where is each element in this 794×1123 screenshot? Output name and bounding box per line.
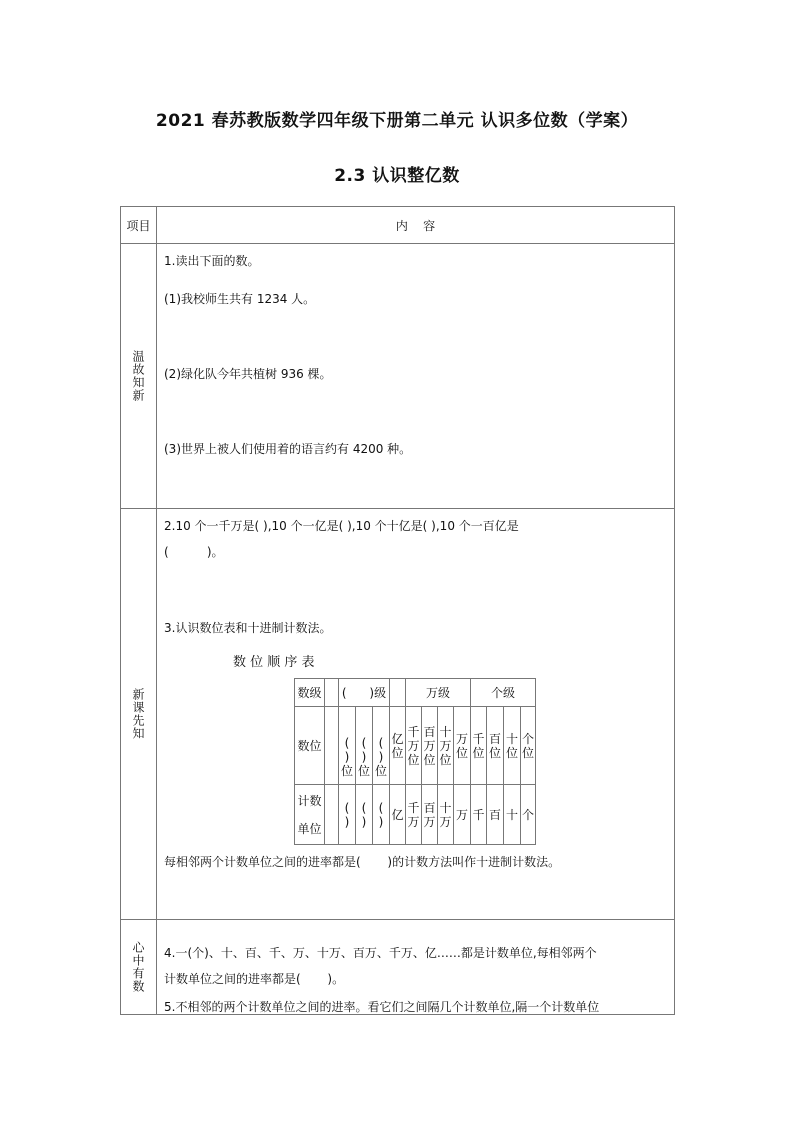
blank-place-2: ( ) 位: [356, 707, 373, 785]
place-shi: 十 位: [504, 707, 521, 785]
unit-qian: 千: [471, 785, 487, 845]
section-mind-content: [157, 920, 675, 1015]
place-bai: 百 位: [487, 707, 504, 785]
blank-place-1: ( ) 位: [339, 707, 356, 785]
header-item: 项目: [121, 207, 157, 244]
place-baiwan: 百 万 位: [422, 707, 438, 785]
worksheet-table: [120, 206, 675, 1015]
blank-unit-2: ( ): [356, 785, 373, 845]
section-label-new-cell: [121, 509, 157, 920]
unit-ge: 个: [521, 785, 536, 845]
place-qianwan: 千 万 位: [406, 707, 422, 785]
unit-shi: 十: [504, 785, 521, 845]
place-value-table: [294, 678, 536, 845]
place-wan: 万 位: [454, 707, 471, 785]
question-4-line1: 4.一(个)、十、百、千、万、十万、百万、千万、亿……都是计数单位,每相邻两个: [164, 946, 597, 960]
section-label-mind-cell: [121, 920, 157, 1015]
section-label-new: 新课先知: [131, 688, 145, 740]
row-label-level: 数级: [295, 679, 325, 707]
question-1: 1.读出下面的数。: [164, 254, 260, 268]
place-ge: 个 位: [521, 707, 536, 785]
question-5: 5.不相邻的两个计数单位之间的进率。看它们之间隔几个计数单位,隔一个计数单位: [164, 1000, 600, 1014]
section-review-content: [157, 244, 675, 509]
level-wan: 万级: [406, 679, 471, 707]
question-1c: (3)世界上被人们使用着的语言约有 4200 种。: [164, 442, 412, 456]
level-ge: 个级: [471, 679, 536, 707]
decimal-system-note: 每相邻两个计数单位之间的进率都是( )的计数方法叫作十进制计数法。: [164, 855, 561, 869]
blank-cell: [325, 679, 339, 707]
question-3: 3.认识数位表和十进制计数法。: [164, 621, 332, 635]
question-4-line2: 计数单位之间的进率都是( )。: [164, 972, 345, 986]
header-content: 内 容: [157, 207, 675, 244]
question-2-line1: 2.10 个一千万是( ),10 个一亿是( ),10 个十亿是( ),10 个一百亿是: [164, 519, 519, 533]
place-shiwan: 十 万 位: [438, 707, 454, 785]
row-label-unit: 计数 单位: [295, 785, 325, 845]
unit-wan: 万: [454, 785, 471, 845]
blank-unit-1: ( ): [339, 785, 356, 845]
question-1a: (1)我校师生共有 1234 人。: [164, 292, 316, 306]
blank-cell: [325, 785, 339, 845]
question-2-line2: ( )。: [164, 545, 224, 559]
unit-bai: 百: [487, 785, 504, 845]
unit-qianwan: 千 万: [406, 785, 422, 845]
document-title: 2021 春苏教版数学四年级下册第二单元 认识多位数（学案）: [155, 111, 639, 131]
unit-yi: 亿: [390, 785, 406, 845]
blank-place-3: ( ) 位: [373, 707, 390, 785]
level-yi: ( )级: [339, 679, 390, 707]
question-1b: (2)绿化队今年共植树 936 棵。: [164, 367, 332, 381]
lesson-subtitle: 2.3 认识整亿数: [334, 166, 460, 186]
blank-unit-3: ( ): [373, 785, 390, 845]
blank-cell: [390, 679, 406, 707]
section-label-mind: 心中有数: [131, 941, 145, 993]
section-label-review: 温故知新: [131, 350, 145, 402]
place-table-title: 数 位 顺 序 表: [233, 655, 315, 670]
unit-shiwan: 十 万: [438, 785, 454, 845]
place-qian: 千 位: [471, 707, 487, 785]
section-label-review-cell: [121, 244, 157, 509]
unit-baiwan: 百 万: [422, 785, 438, 845]
row-label-place: 数位: [295, 707, 325, 785]
blank-cell: [325, 707, 339, 785]
place-yi: 亿 位: [390, 707, 406, 785]
